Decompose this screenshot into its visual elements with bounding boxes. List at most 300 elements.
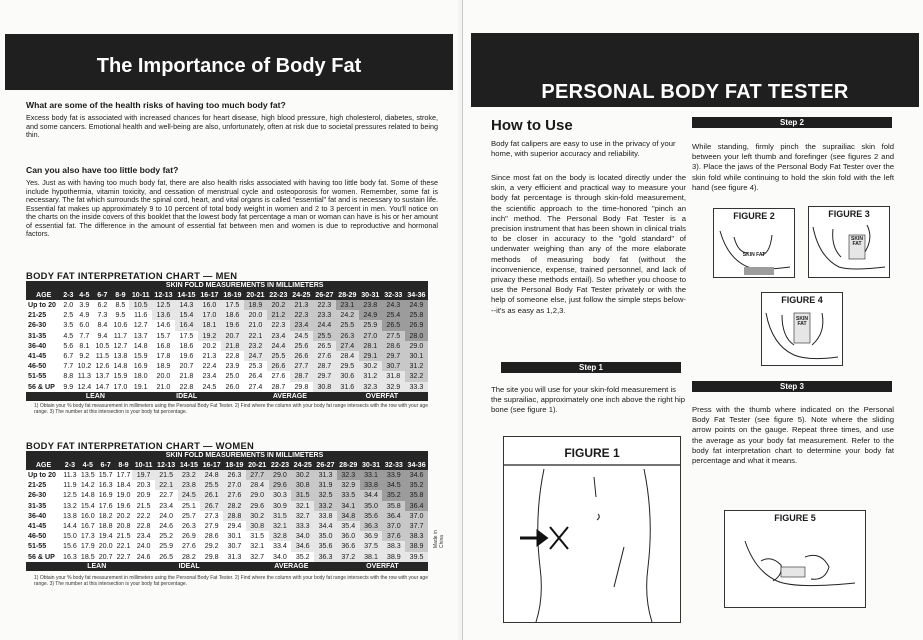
table-row (26, 371, 428, 381)
body-fat-value-cell: 23.2 (244, 341, 267, 351)
body-fat-value-cell: 22.7 (115, 552, 133, 562)
table-row (26, 531, 428, 541)
body-fat-value-cell: 30.3 (269, 490, 292, 500)
body-fat-value-cell: 32.7 (246, 552, 269, 562)
body-fat-value-cell: 37.5 (360, 541, 383, 551)
body-fat-value-cell: 38.1 (360, 552, 383, 562)
body-fat-value-cell: 20.2 (267, 300, 290, 310)
body-fat-value-cell: 37.0 (405, 511, 428, 521)
body-fat-value-cell: 31.8 (382, 371, 405, 381)
body-fat-value-cell: 27.0 (359, 331, 382, 341)
men-body-fat-table (26, 281, 428, 401)
intro-paragraph: Body fat calipers are easy to use in the privacy of your home, with superior accuracy and reliability. (491, 139, 676, 159)
body-fat-value-cell: 24.6 (132, 552, 154, 562)
body-fat-value-cell: 21.8 (221, 341, 244, 351)
body-fat-value-cell: 3.5 (61, 320, 75, 330)
age-range-cell: 36-40 (26, 341, 61, 351)
body-fat-value-cell: 9.2 (75, 351, 93, 361)
body-fat-value-cell: 29.8 (290, 382, 313, 392)
paragraph-too-much-fat: Excess body fat is associated with increased chances for heart disease, high blood pressure, high cholesterol, diabetes, stroke, and some cancers. Emotional health and well-being are also, unfortunately, often at risk due to societal pressures related to being thin. (26, 113, 438, 139)
body-fat-value-cell: 4.9 (75, 310, 93, 320)
body-fat-value-cell: 25.3 (244, 361, 267, 371)
skinfold-header: SKIN FOLD MEASUREMENTS IN MILLIMETERS (61, 281, 428, 290)
body-fat-value-cell: 23.4 (198, 371, 221, 381)
table-row (26, 511, 428, 521)
body-fat-value-cell: 11.5 (93, 351, 111, 361)
body-fat-value-cell: 24.0 (155, 511, 178, 521)
age-header: AGE (26, 460, 61, 470)
women-chart-footnote: 1) Obtain your % body fat measurement in millimeters using the Personal Body Fat Tester. 2) Find where the column with your body fat range intersects with the row with your age range. 3) The number at this intersection is your body fat percentage. (34, 575, 428, 587)
body-fat-value-cell: 26.5 (155, 552, 178, 562)
body-fat-value-cell: 25.9 (359, 320, 382, 330)
body-fat-value-cell: 27.7 (246, 470, 269, 480)
body-fat-value-cell: 16.3 (97, 480, 115, 490)
column-header: 16-17 (200, 460, 223, 470)
body-fat-value-cell: 22.3 (313, 300, 336, 310)
body-fat-value-cell: 20.7 (221, 331, 244, 341)
body-fat-value-cell: 21.5 (132, 501, 154, 511)
column-header: 8-9 (115, 460, 133, 470)
column-header: 30-31 (360, 460, 383, 470)
body-fat-value-cell: 2.5 (61, 310, 75, 320)
body-fat-value-cell: 32.7 (291, 511, 314, 521)
body-fat-value-cell: 14.2 (79, 480, 97, 490)
figure-3 (808, 206, 890, 278)
body-fat-value-cell: 33.8 (360, 480, 383, 490)
body-fat-value-cell: 6.2 (93, 300, 111, 310)
body-fat-value-cell: 18.4 (115, 480, 133, 490)
age-range-cell: 21-25 (26, 480, 61, 490)
body-fat-value-cell: 23.4 (155, 501, 178, 511)
figure-2-skin-fat-label: SKIN FAT (742, 252, 766, 258)
body-fat-value-cell: 20.9 (132, 490, 154, 500)
body-fat-value-cell: 38.3 (405, 531, 428, 541)
body-fat-value-cell: 20.8 (115, 521, 133, 531)
body-fat-value-cell: 30.6 (336, 371, 359, 381)
body-fat-value-cell: 20.2 (115, 511, 133, 521)
body-fat-value-cell: 3.9 (75, 300, 93, 310)
body-fat-value-cell: 34.1 (337, 501, 360, 511)
body-fat-value-cell: 26.3 (178, 521, 201, 531)
body-fat-value-cell: 13.8 (61, 511, 79, 521)
body-fat-value-cell: 8.8 (61, 371, 75, 381)
body-fat-value-cell: 14.8 (111, 361, 129, 371)
body-fat-value-cell: 17.9 (79, 541, 97, 551)
body-fat-value-cell: 34.6 (291, 541, 314, 551)
body-fat-value-cell: 31.5 (246, 531, 269, 541)
body-fat-value-cell: 21.5 (155, 470, 178, 480)
body-fat-value-cell: 21.0 (152, 382, 175, 392)
body-fat-value-cell: 29.5 (336, 361, 359, 371)
right-page (462, 0, 923, 640)
column-header: 34-36 (405, 290, 428, 300)
body-fat-value-cell: 18.0 (129, 371, 152, 381)
pinch-illustration (714, 209, 794, 277)
age-range-cell: 56 & UP (26, 382, 61, 392)
body-fat-value-cell: 9.9 (61, 382, 75, 392)
body-fat-value-cell: 19.2 (198, 331, 221, 341)
body-fat-value-cell: 31.5 (269, 511, 292, 521)
body-fat-value-cell: 13.7 (93, 371, 111, 381)
body-fat-value-cell: 29.7 (382, 351, 405, 361)
category-label: AVERAGE (246, 562, 337, 571)
body-fat-value-cell: 21.5 (115, 531, 133, 541)
body-fat-value-cell: 19.0 (115, 490, 133, 500)
body-fat-value-cell: 29.0 (246, 490, 269, 500)
body-fat-value-cell: 29.7 (313, 371, 336, 381)
men-chart-title: BODY FAT INTERPRETATION CHART — MEN (26, 270, 238, 281)
body-fat-value-cell: 34.4 (360, 490, 383, 500)
body-fat-value-cell: 26.5 (313, 341, 336, 351)
body-fat-value-cell: 34.0 (291, 531, 314, 541)
empty-header-cell (26, 451, 61, 460)
body-fat-value-cell: 18.5 (79, 552, 97, 562)
column-header: 18-19 (221, 290, 244, 300)
step-3-bar: Step 3 (692, 381, 892, 392)
body-fat-value-cell: 23.8 (178, 480, 201, 490)
body-fat-value-cell: 27.6 (313, 351, 336, 361)
body-fat-value-cell: 26.5 (382, 320, 405, 330)
column-header: 10-11 (132, 460, 154, 470)
body-fat-value-cell: 28.8 (223, 511, 246, 521)
body-fat-value-cell: 24.9 (405, 300, 428, 310)
body-fat-value-cell: 15.6 (61, 541, 79, 551)
body-fat-value-cell: 16.9 (129, 361, 152, 371)
body-fat-value-cell: 12.4 (75, 382, 93, 392)
body-fat-value-cell: 32.9 (337, 480, 360, 490)
body-fat-value-cell: 20.0 (244, 310, 267, 320)
body-fat-value-cell: 14.8 (129, 341, 152, 351)
body-fat-value-cell: 24.5 (178, 490, 201, 500)
body-fat-value-cell: 37.6 (382, 531, 405, 541)
body-fat-value-cell: 23.4 (290, 320, 313, 330)
age-range-cell: 36-40 (26, 511, 61, 521)
body-fat-value-cell: 21.3 (198, 351, 221, 361)
body-fat-value-cell: 11.7 (111, 331, 129, 341)
body-fat-value-cell: 23.8 (359, 300, 382, 310)
body-fat-value-cell: 13.6 (152, 310, 175, 320)
body-fat-value-cell: 21.3 (290, 300, 313, 310)
body-fat-value-cell: 28.7 (313, 361, 336, 371)
skinfold-header: SKIN FOLD MEASUREMENTS IN MILLIMETERS (61, 451, 428, 460)
category-label: IDEAL (129, 392, 243, 401)
body-fat-value-cell: 7.7 (75, 331, 93, 341)
body-fat-value-cell: 36.6 (337, 541, 360, 551)
body-fat-value-cell: 13.2 (61, 501, 79, 511)
body-fat-value-cell: 17.8 (152, 351, 175, 361)
column-header: 32-33 (382, 460, 405, 470)
body-fat-value-cell: 22.2 (132, 511, 154, 521)
age-header: AGE (26, 290, 61, 300)
body-fat-value-cell: 13.8 (111, 351, 129, 361)
figure-4 (761, 292, 843, 366)
body-fat-value-cell: 29.1 (359, 351, 382, 361)
body-fat-value-cell: 20.0 (152, 371, 175, 381)
empty-category-cell (26, 562, 61, 571)
body-fat-value-cell: 25.0 (221, 371, 244, 381)
body-fat-value-cell: 34.5 (382, 480, 405, 490)
body-fat-value-cell: 11.9 (61, 480, 79, 490)
men-chart-footnote: 1) Obtain your % body fat measurement in millimeters using the Personal Body Fat Tester. 2) Find where the column with your body fat range intersects with the row with your age range. 3) The number at this intersection is your body fat percentage. (34, 403, 428, 415)
body-fat-value-cell: 19.1 (129, 382, 152, 392)
body-fat-value-cell: 30.7 (382, 361, 405, 371)
body-fat-value-cell: 36.4 (382, 511, 405, 521)
body-fat-value-cell: 27.7 (290, 361, 313, 371)
table-row (26, 341, 428, 351)
body-fat-value-cell: 22.1 (155, 480, 178, 490)
body-fat-value-cell: 15.4 (79, 501, 97, 511)
body-fat-value-cell: 35.2 (405, 480, 428, 490)
paragraph-too-little-fat: Yes. Just as with having too much body fat, there are also health risks associated with having too little body fat. Some of these include hypothermia, vitamin toxicity, and cessation of menstrual cycle and osteoporosis for women. Remember, some fat is necessary. The fat which surrounds the spinal cord, heart, and vital organs is called "essential" fat and is necessary to sustain life. Essential fat makes up approximately 9 to 10 percent of total body weight in women and 2 to 3 percent in men. You'll notice on the charts on the inside covers of this booklet that the lowest body fat percentage a man or woman can have is his or her amount of essential fat. The difference in the amount of essential fat between men and women is due to reproductive and hormonal factors. (26, 178, 438, 238)
body-fat-value-cell: 33.8 (314, 511, 337, 521)
age-range-cell: 26-30 (26, 320, 61, 330)
question-too-much-fat: What are some of the health risks of having too much body fat? (26, 100, 286, 110)
category-label: LEAN (61, 392, 129, 401)
body-fat-value-cell: 20.7 (97, 552, 115, 562)
body-fat-value-cell: 39.5 (405, 552, 428, 562)
women-chart-title: BODY FAT INTERPRETATION CHART — WOMEN (26, 440, 255, 451)
body-fat-value-cell: 30.2 (291, 470, 314, 480)
body-fat-value-cell: 22.1 (115, 541, 133, 551)
column-header: 20-21 (246, 460, 269, 470)
body-fat-value-cell: 22.3 (290, 310, 313, 320)
body-fat-value-cell: 31.2 (405, 361, 428, 371)
category-label: OVERFAT (336, 392, 428, 401)
body-fat-value-cell: 38.3 (382, 541, 405, 551)
body-fat-value-cell: 27.4 (336, 341, 359, 351)
column-header: 22-23 (269, 460, 292, 470)
body-fat-value-cell: 23.4 (132, 531, 154, 541)
body-fat-value-cell: 17.6 (97, 501, 115, 511)
body-fat-value-cell: 22.7 (155, 490, 178, 500)
body-fat-value-cell: 28.6 (382, 341, 405, 351)
body-fat-value-cell: 34.6 (405, 470, 428, 480)
body-fat-value-cell: 32.9 (382, 382, 405, 392)
body-fat-value-cell: 19.6 (175, 351, 198, 361)
body-fat-value-cell: 18.1 (198, 320, 221, 330)
body-fat-value-cell: 23.9 (221, 361, 244, 371)
body-fat-value-cell: 16.3 (61, 552, 79, 562)
body-fat-value-cell: 15.0 (61, 531, 79, 541)
body-fat-value-cell: 35.2 (382, 490, 405, 500)
body-fat-value-cell: 19.7 (132, 470, 154, 480)
category-label: AVERAGE (244, 392, 336, 401)
body-fat-value-cell: 7.3 (93, 310, 111, 320)
body-fat-value-cell: 22.1 (244, 331, 267, 341)
body-fat-value-cell: 36.9 (360, 531, 383, 541)
body-fat-value-cell: 30.7 (223, 541, 246, 551)
body-fat-value-cell: 35.8 (382, 501, 405, 511)
table-row (26, 300, 428, 310)
body-fat-value-cell: 25.2 (155, 531, 178, 541)
body-fat-value-cell: 35.8 (405, 490, 428, 500)
body-fat-value-cell: 22.4 (198, 361, 221, 371)
body-fat-value-cell: 30.8 (313, 382, 336, 392)
body-fat-value-cell: 28.2 (223, 501, 246, 511)
body-fat-value-cell: 18.9 (244, 300, 267, 310)
age-range-cell: 51-55 (26, 371, 61, 381)
body-fat-value-cell: 25.6 (290, 341, 313, 351)
body-fat-value-cell: 30.1 (405, 351, 428, 361)
body-fat-value-cell: 8.1 (75, 341, 93, 351)
body-fat-value-cell: 23.4 (267, 331, 290, 341)
body-fat-value-cell: 28.1 (359, 341, 382, 351)
body-fat-value-cell: 29.6 (269, 480, 292, 490)
body-fat-value-cell: 27.4 (244, 382, 267, 392)
body-fat-value-cell: 15.7 (152, 331, 175, 341)
body-fat-value-cell: 21.8 (175, 371, 198, 381)
body-fat-value-cell: 9.4 (93, 331, 111, 341)
body-fat-value-cell: 25.9 (155, 541, 178, 551)
body-fat-value-cell: 18.2 (97, 511, 115, 521)
step-1-bar: Step 1 (501, 362, 681, 373)
body-fat-value-cell: 10.6 (111, 320, 129, 330)
age-range-cell: 31-35 (26, 331, 61, 341)
body-fat-value-cell: 17.5 (221, 300, 244, 310)
body-fat-value-cell: 23.2 (178, 470, 201, 480)
body-fat-value-cell: 23.1 (336, 300, 359, 310)
body-fat-value-cell: 27.0 (223, 480, 246, 490)
body-fat-value-cell: 31.6 (336, 382, 359, 392)
body-fat-value-cell: 27.6 (178, 541, 201, 551)
body-fat-value-cell: 16.4 (175, 320, 198, 330)
age-range-cell: 56 & UP (26, 552, 61, 562)
body-fat-value-cell: 27.5 (382, 331, 405, 341)
body-fat-value-cell: 15.9 (129, 351, 152, 361)
column-header: 26-27 (314, 460, 337, 470)
body-fat-value-cell: 12.7 (111, 341, 129, 351)
body-fat-value-cell: 10.5 (93, 341, 111, 351)
body-fat-value-cell: 26.9 (405, 320, 428, 330)
body-fat-value-cell: 31.2 (359, 371, 382, 381)
left-page-title: The Importance of Body Fat (5, 34, 453, 90)
body-fat-value-cell: 11.3 (61, 470, 79, 480)
table-row (26, 351, 428, 361)
column-header: 28-29 (336, 290, 359, 300)
body-fat-value-cell: 28.6 (200, 531, 223, 541)
body-fat-value-cell: 30.8 (291, 480, 314, 490)
table-row (26, 501, 428, 511)
body-fat-value-cell: 37.2 (337, 552, 360, 562)
body-fat-value-cell: 32.1 (269, 521, 292, 531)
body-fat-value-cell: 22.8 (132, 521, 154, 531)
body-fat-value-cell: 24.7 (244, 351, 267, 361)
body-fat-value-cell: 14.6 (152, 320, 175, 330)
body-fat-value-cell: 29.6 (246, 501, 269, 511)
body-fat-value-cell: 35.6 (314, 541, 337, 551)
column-header: 34-36 (405, 460, 428, 470)
body-fat-value-cell: 14.7 (93, 382, 111, 392)
body-fat-value-cell: 24.8 (200, 470, 223, 480)
body-fat-value-cell: 34.0 (269, 552, 292, 562)
body-fat-value-cell: 26.0 (221, 382, 244, 392)
body-fat-value-cell: 25.8 (405, 310, 428, 320)
caliper-on-fold-illustration (762, 293, 842, 365)
body-fat-value-cell: 10.2 (75, 361, 93, 371)
table-row (26, 490, 428, 500)
body-fat-value-cell: 38.9 (405, 541, 428, 551)
column-header: 20-21 (244, 290, 267, 300)
body-fat-value-cell: 33.9 (382, 470, 405, 480)
body-paragraph: Since most fat on the body is located directly under the skin, a very efficient and practical way to measure your body fat percentage is through skin-fold measurement, the scientific approach to the time-honored "pinch an inch" method. The Personal Body Fat Tester is a precision instrument that has been shown in clinical trials to be closer in accuracy to the "gold standard" of underwater weighing than any of the more elaborate methods of measuring body fat (without the inconvenience, expense, trained personnel, and lack of privacy these methods entail). So whether you choose to use the Personal Body Fat Tester privately or with the help of someone else, just follow the simple steps below---it's as easy as 1,2,3. (491, 173, 686, 315)
body-fat-value-cell: 32.1 (246, 541, 269, 551)
body-fat-value-cell: 33.4 (269, 541, 292, 551)
table-row (26, 331, 428, 341)
body-fat-value-cell: 17.7 (115, 470, 133, 480)
body-fat-value-cell: 36.0 (337, 531, 360, 541)
body-fat-value-cell: 12.5 (152, 300, 175, 310)
body-fat-value-cell: 24.0 (132, 541, 154, 551)
body-fat-value-cell: 36.4 (405, 501, 428, 511)
body-fat-value-cell: 36.3 (314, 552, 337, 562)
body-fat-value-cell: 17.3 (79, 531, 97, 541)
column-header: 30-31 (359, 290, 382, 300)
step-1-text: The site you will use for your skin-fold measurement is the suprailiac, approximately one inch above the right hip bone (see figure 1). (491, 385, 686, 415)
body-fat-value-cell: 33.5 (337, 490, 360, 500)
empty-category-cell (26, 392, 61, 401)
body-fat-value-cell: 25.5 (336, 320, 359, 330)
body-fat-value-cell: 18.9 (152, 361, 175, 371)
body-fat-value-cell: 13.7 (129, 331, 152, 341)
category-label: LEAN (61, 562, 132, 571)
body-fat-value-cell: 35.4 (337, 521, 360, 531)
body-fat-value-cell: 26.6 (267, 361, 290, 371)
body-fat-value-cell: 27.6 (267, 371, 290, 381)
body-fat-value-cell: 26.6 (290, 351, 313, 361)
table-row (26, 521, 428, 531)
body-fat-value-cell: 8.5 (111, 300, 129, 310)
column-header: 12-13 (152, 290, 175, 300)
body-fat-value-cell: 6.7 (61, 351, 75, 361)
category-label: IDEAL (132, 562, 245, 571)
age-range-cell: 21-25 (26, 310, 61, 320)
body-fat-value-cell: 25.5 (267, 351, 290, 361)
column-header: 2-3 (63, 291, 74, 299)
body-fat-value-cell: 4.5 (61, 331, 75, 341)
column-header: 32-33 (382, 290, 405, 300)
how-to-use-heading: How to Use (491, 117, 573, 134)
body-fat-value-cell: 35.2 (291, 552, 314, 562)
torso-illustration (504, 437, 680, 622)
body-fat-value-cell: 32.1 (291, 501, 314, 511)
table-row (26, 382, 428, 392)
right-page-title: PERSONAL BODY FAT TESTER (471, 33, 919, 107)
body-fat-value-cell: 29.0 (269, 470, 292, 480)
table-row (26, 552, 428, 562)
body-fat-value-cell: 30.2 (246, 511, 269, 521)
figure-4-label: FIGURE 4 (781, 295, 823, 305)
body-fat-value-cell: 8.4 (93, 320, 111, 330)
body-fat-value-cell: 25.4 (382, 310, 405, 320)
column-header: 8-9 (111, 290, 129, 300)
body-fat-value-cell: 31.3 (223, 552, 246, 562)
body-fat-value-cell: 33.3 (291, 521, 314, 531)
body-fat-value-cell: 16.8 (152, 341, 175, 351)
table-row (26, 541, 428, 551)
body-fat-value-cell: 15.4 (175, 310, 198, 320)
body-fat-value-cell: 19.6 (221, 320, 244, 330)
body-fat-value-cell: 31.5 (291, 490, 314, 500)
body-fat-value-cell: 17.0 (198, 310, 221, 320)
column-header: 16-17 (198, 290, 221, 300)
column-header: 26-27 (313, 290, 336, 300)
body-fat-value-cell: 14.4 (61, 521, 79, 531)
column-header: 10-11 (129, 290, 152, 300)
question-too-little-fat: Can you also have too little body fat? (26, 165, 179, 175)
body-fat-value-cell: 24.4 (267, 341, 290, 351)
column-header: 2-3 (61, 460, 79, 470)
column-header: 24-25 (291, 460, 314, 470)
